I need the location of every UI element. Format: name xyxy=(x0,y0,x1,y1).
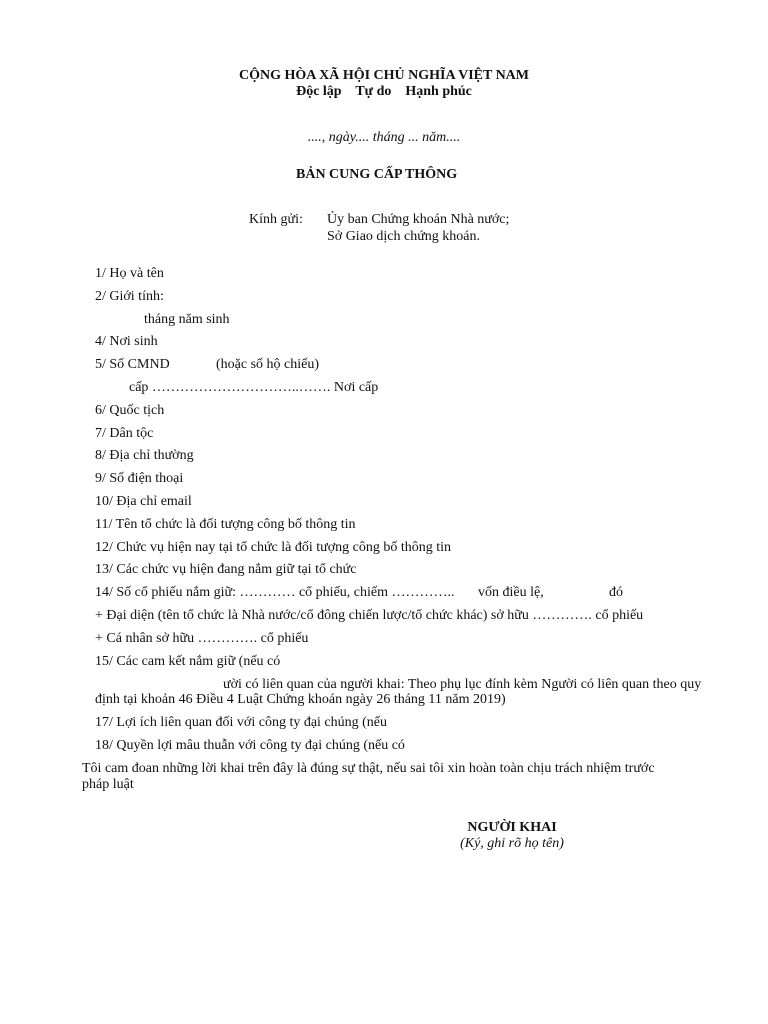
field-individual-shares: + Cá nhân sở hữu …………. cổ phiếu xyxy=(95,631,309,646)
field-issue-place: cấp …………………………..……. Nơi cấp xyxy=(129,380,379,395)
field-related-persons-line-2: định tại khoản 46 Điều 4 Luật Chứng khoán ngày 26 tháng 11 năm 2019) xyxy=(95,692,506,707)
field-passport-note: (hoặc số hộ chiếu) xyxy=(216,357,320,372)
field-ethnicity: 7/ Dân tộc xyxy=(95,426,154,441)
field-gender: 2/ Giới tính: xyxy=(95,289,164,304)
national-motto: Độc lập Tự do Hạnh phúc xyxy=(296,84,472,99)
recipient-label: Kính gửi: xyxy=(249,212,303,227)
field-full-name: 1/ Họ và tên xyxy=(95,266,164,281)
field-charter-capital: vốn điều lệ, xyxy=(478,585,544,600)
field-birth-place: 4/ Nơi sinh xyxy=(95,334,158,349)
field-holding-commitments: 15/ Các cam kết nắm giữ (nếu có xyxy=(95,654,281,669)
declaration-line-1: Tôi cam đoan những lời khai trên đây là đúng sự thật, nếu sai tôi xin hoàn toàn chịu trách nhiệm trước xyxy=(82,761,655,776)
field-birth-date: tháng năm sinh xyxy=(144,312,230,327)
field-phone: 9/ Số điện thoại xyxy=(95,471,184,486)
document-title: BẢN CUNG CẤP THÔNG xyxy=(296,167,458,182)
field-current-position: 12/ Chức vụ hiện nay tại tổ chức là đối tượng công bố thông tin xyxy=(95,540,452,555)
field-id-number: 5/ Số CMND xyxy=(95,357,170,372)
field-email: 10/ Địa chỉ email xyxy=(95,494,192,509)
recipient-line-1: Ủy ban Chứng khoán Nhà nước; xyxy=(327,212,510,227)
field-of-which: đó xyxy=(609,585,623,600)
field-conflicting-interests: 18/ Quyền lợi mâu thuẫn với công ty đại chúng (nếu có xyxy=(95,738,405,753)
field-nationality: 6/ Quốc tịch xyxy=(95,403,165,418)
recipient-line-2: Sở Giao dịch chứng khoán. xyxy=(327,229,481,244)
nation-title: CỘNG HÒA XÃ HỘI CHỦ NGHĨA VIỆT NAM xyxy=(238,68,529,83)
field-related-interests: 17/ Lợi ích liên quan đối với công ty đại chúng (nếu xyxy=(95,715,388,730)
declaration-line-2: pháp luật xyxy=(82,777,134,792)
signer-title: NGƯỜI KHAI xyxy=(467,820,557,835)
signature-note: (Ký, ghi rõ họ tên) xyxy=(460,836,564,851)
field-positions-held: 13/ Các chức vụ hiện đang nắm giữ tại tổ chức xyxy=(95,562,357,577)
field-related-persons-line-1: ười có liên quan của người khai: Theo phụ lục đính kèm Người có liên quan theo quy xyxy=(223,677,702,692)
field-representative-shares: + Đại diện (tên tổ chức là Nhà nước/cổ đông chiến lược/tổ chức khác) sở hữu …………. cổ phiếu xyxy=(95,608,644,623)
field-permanent-address: 8/ Địa chỉ thường xyxy=(95,448,194,463)
date-line: ...., ngày.... tháng ... năm.... xyxy=(307,130,461,145)
field-shares-held: 14/ Số cổ phiếu nắm giữ: ………… cổ phiếu, chiếm ………….. xyxy=(95,585,455,600)
field-organization-name: 11/ Tên tổ chức là đối tượng công bố thông tin xyxy=(95,517,356,532)
